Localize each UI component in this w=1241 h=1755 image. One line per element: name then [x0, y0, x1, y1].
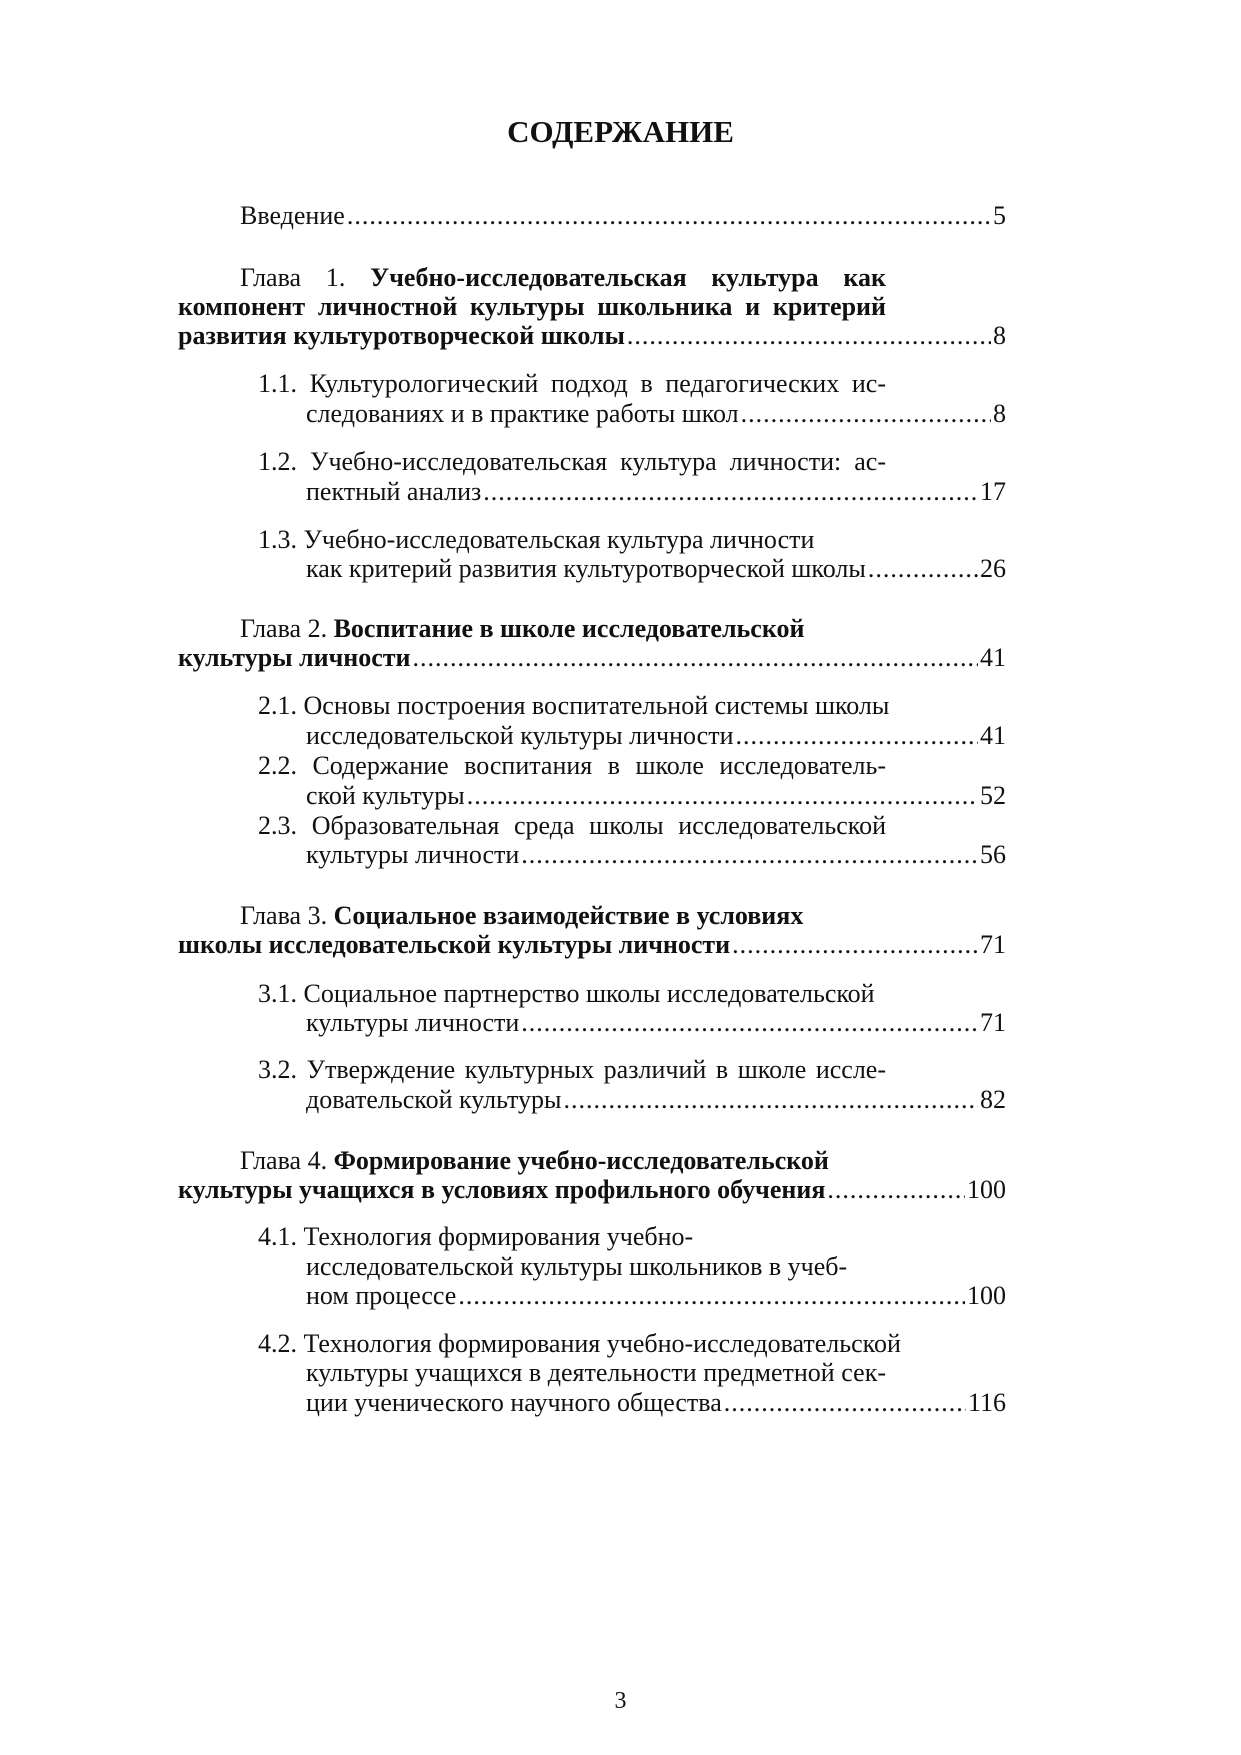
toc-page-number: 52 — [980, 781, 1006, 810]
toc-page-number: 56 — [980, 840, 1006, 869]
toc-section-2-1-line1[interactable]: 2.1. Основы построения воспитательной системы школы — [258, 691, 890, 720]
chapter-title: Формирование учебно-исследовательской — [333, 1146, 829, 1175]
dot-leader — [347, 200, 991, 232]
toc-section-3-1-line2[interactable] — [306, 1007, 1006, 1039]
toc-page-number: 71 — [980, 930, 1006, 959]
toc-entry-label: Введение — [240, 201, 345, 230]
toc-section-3-1-line1[interactable]: 3.1. Социальное партнерство школы исследовательской — [258, 979, 875, 1008]
section-title-end: следованиях и в практике работы школ — [306, 399, 739, 428]
toc-section-2-3-line2[interactable] — [306, 839, 1006, 871]
toc-section-1-1-line2[interactable] — [306, 398, 1006, 430]
chapter-prefix: Глава 1. — [240, 263, 346, 292]
toc-section-1-3-line1[interactable]: 1.3. Учебно-исследовательская культура личности — [258, 525, 815, 554]
toc-section-4-2-line2: культуры учащихся в деятельности предметной сек- — [306, 1358, 886, 1387]
section-title-end: культуры личности — [306, 840, 520, 869]
dot-leader — [483, 476, 978, 508]
section-title-end: довательской культуры — [306, 1085, 562, 1114]
toc-page-number: 82 — [980, 1085, 1006, 1114]
dot-leader — [868, 553, 978, 585]
chapter-title: Воспитание в школе исследовательской — [333, 614, 805, 643]
chapter-title-end: развития культуротворческой школы — [178, 321, 625, 350]
dot-leader — [627, 320, 991, 352]
chapter-title-end: культуры учащихся в условиях профильного обучения — [178, 1175, 826, 1204]
section-title-end: ции ученического научного общества — [306, 1388, 722, 1417]
toc-page-number: 71 — [980, 1008, 1006, 1037]
toc-section-3-2-line1[interactable]: 3.2. Утверждение культурных различий в школе иссле- — [258, 1055, 886, 1084]
toc-section-2-2-line2[interactable] — [306, 780, 1006, 812]
toc-section-2-2-line1[interactable]: 2.2. Содержание воспитания в школе исследователь- — [258, 751, 886, 780]
section-title-end: пектный анализ — [306, 477, 482, 506]
chapter-title: Учебно-исследовательская культура как — [370, 263, 886, 292]
toc-chapter-3-line2[interactable] — [178, 929, 1006, 961]
section-title-end: ном процессе — [306, 1281, 457, 1310]
dot-leader — [724, 1387, 966, 1419]
toc-section-1-3-line2[interactable] — [306, 553, 1006, 585]
dot-leader — [458, 1280, 965, 1312]
dot-leader — [741, 398, 991, 430]
chapter-title-end: школы исследовательской культуры личности — [178, 930, 731, 959]
toc-page-number: 17 — [980, 477, 1006, 506]
toc-page-number: 116 — [967, 1388, 1006, 1417]
toc-section-3-2-line2[interactable] — [306, 1084, 1006, 1116]
toc-section-4-1-line2: исследовательской культуры школьников в учеб- — [306, 1252, 848, 1281]
page-title: СОДЕРЖАНИЕ — [507, 114, 734, 149]
toc-chapter-1-line3[interactable] — [178, 320, 1006, 352]
toc-page-number: 41 — [980, 721, 1006, 750]
chapter-title: Социальное взаимодействие в условиях — [333, 901, 804, 930]
toc-chapter-1-line2: компонент личностной культуры школьника и критерий — [178, 292, 886, 321]
toc-page-number: 41 — [980, 643, 1006, 672]
toc-section-2-3-line1[interactable]: 2.3. Образовательная среда школы исследовательской — [258, 811, 886, 840]
toc-section-4-2-line1[interactable]: 4.2. Технология формирования учебно-исследовательской — [258, 1329, 901, 1358]
toc-chapter-2-line2[interactable] — [178, 642, 1006, 674]
dot-leader — [827, 1174, 965, 1206]
section-title-end: как критерий развития культуротворческой школы — [306, 554, 866, 583]
toc-page-number: 8 — [993, 321, 1006, 350]
dot-leader — [732, 929, 978, 961]
dot-leader — [736, 720, 979, 752]
dot-leader — [521, 839, 978, 871]
toc-page-number: 8 — [993, 399, 1006, 428]
toc-page-number: 5 — [993, 201, 1006, 230]
toc-chapter-1-line1[interactable] — [240, 262, 886, 294]
toc-section-2-1-line2[interactable] — [306, 720, 1006, 752]
toc-entry-intro[interactable] — [240, 200, 1006, 232]
toc-section-1-1-line1[interactable]: 1.1. Культурологический подход в педагогических ис- — [258, 369, 886, 398]
dot-leader — [467, 780, 978, 812]
toc-section-4-2-line3[interactable] — [306, 1387, 1006, 1419]
toc-section-4-1-line1[interactable]: 4.1. Технология формирования учебно- — [258, 1222, 694, 1251]
toc-page-number: 100 — [967, 1281, 1006, 1310]
dot-leader — [521, 1007, 978, 1039]
toc-section-4-1-line3[interactable] — [306, 1280, 1006, 1312]
chapter-prefix: Глава 4. — [240, 1146, 328, 1175]
toc-chapter-4-line2[interactable] — [178, 1174, 1006, 1206]
section-title-end: культуры личности — [306, 1008, 520, 1037]
dot-leader — [563, 1084, 978, 1116]
toc-chapter-4-line1[interactable] — [240, 1145, 886, 1177]
page-number: 3 — [614, 1688, 627, 1714]
section-title-end: ской культуры — [306, 781, 465, 810]
toc-section-1-2-line1[interactable]: 1.2. Учебно-исследовательская культура личности: ас- — [258, 447, 886, 476]
toc-page-number: 100 — [967, 1175, 1006, 1204]
section-title-end: исследовательской культуры личности — [306, 721, 734, 750]
toc-chapter-3-line1[interactable] — [240, 900, 886, 932]
toc-chapter-2-line1[interactable] — [240, 613, 886, 645]
chapter-prefix: Глава 3. — [240, 901, 328, 930]
dot-leader — [413, 642, 978, 674]
chapter-prefix: Глава 2. — [240, 614, 328, 643]
toc-section-1-2-line2[interactable] — [306, 476, 1006, 508]
toc-page-number: 26 — [980, 554, 1006, 583]
chapter-title-end: культуры личности — [178, 643, 411, 672]
